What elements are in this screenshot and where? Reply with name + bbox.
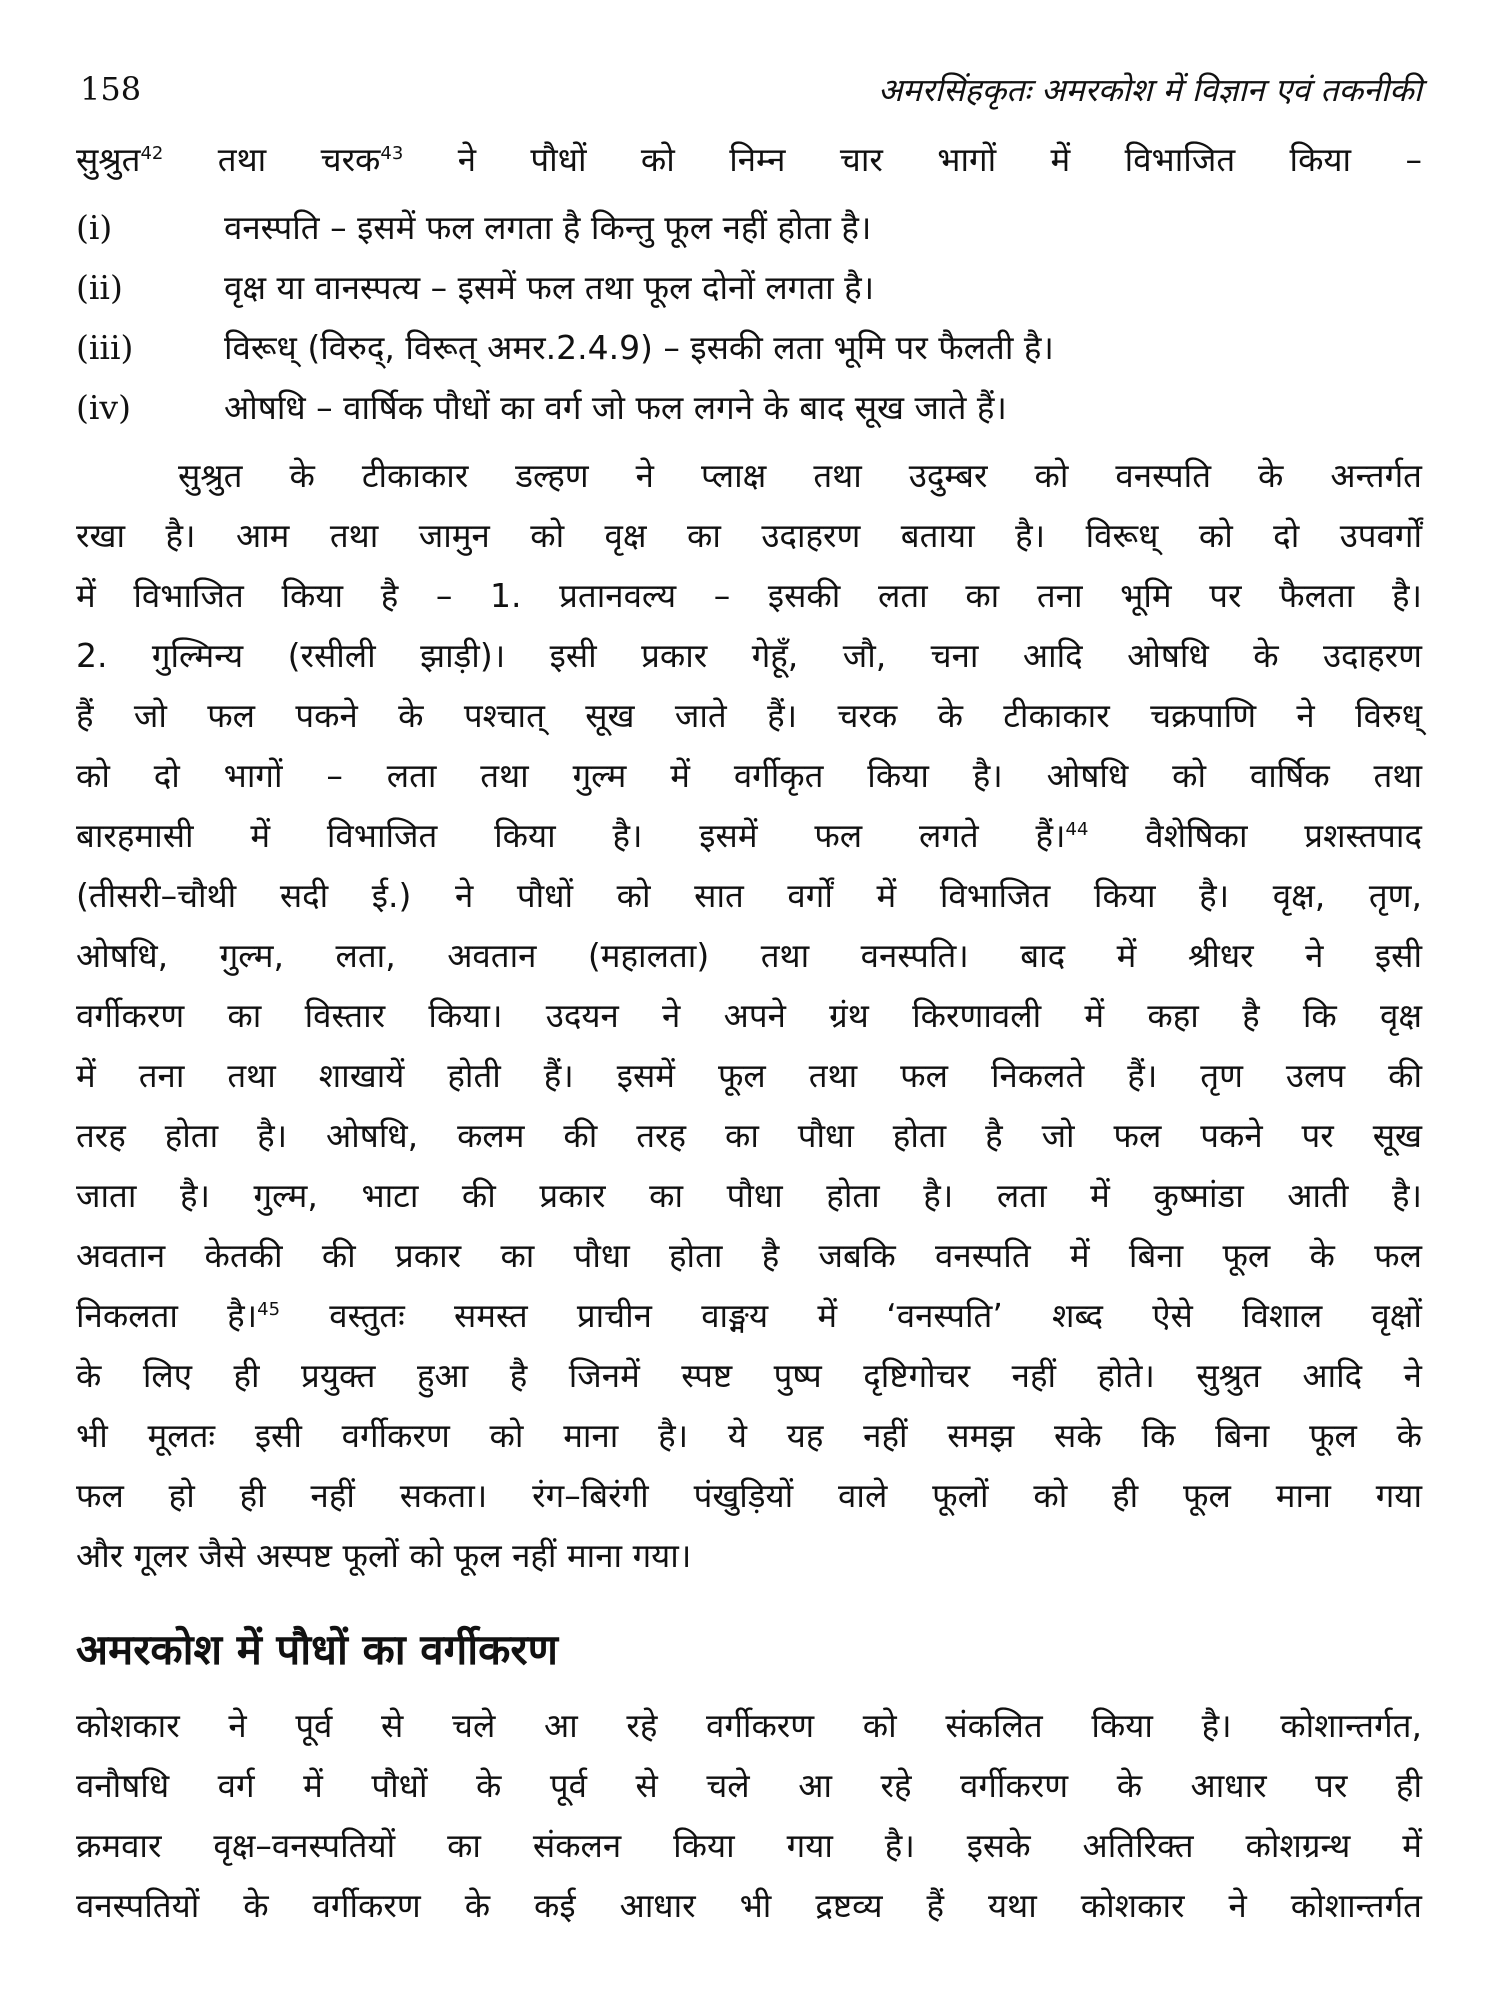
- paragraph-line: को दो भागों – लता तथा गुल्म में वर्गीकृत किया है। ओषधि को वार्षिक तथा: [76, 756, 1422, 795]
- running-head: [76, 60, 1422, 120]
- list-item-text: ओषधि – वार्षिक पौधों का वर्ग जो फल लगने के बाद सूख जाते हैं।: [224, 388, 1007, 427]
- list-marker: (iii): [76, 328, 134, 367]
- paragraph-line: सुश्रुत के टीकाकार डल्हण ने प्लाक्ष तथा उदुम्बर को वनस्पति के अन्तर्गत: [178, 456, 1422, 495]
- intro-sentence: [76, 130, 1422, 190]
- list-item-text: विरूध् (विरुद्, विरूत् अमर.2.4.9) – इसकी लता भूमि पर फैलती है।: [224, 328, 1054, 367]
- paragraph-text: वस्तुतः समस्त प्राचीन वाङ्मय में ‘वनस्पति’ शब्द ऐसे विशाल वृक्षों: [280, 1296, 1422, 1335]
- paragraph-line: वनौषधि वर्ग में पौधों के पूर्व से चले आ रहे वर्गीकरण के आधार पर ही: [76, 1766, 1422, 1805]
- book-page: [76, 60, 1422, 1936]
- footnote-ref-42: 42: [140, 143, 164, 164]
- plant-classification-list: [76, 198, 1422, 438]
- paragraph-text: वैशेषिका प्रशस्तपाद: [1088, 816, 1422, 855]
- paragraph-line: ओषधि, गुल्म, लता, अवतान (महालता) तथा वनस्पति। बाद में श्रीधर ने इसी: [76, 936, 1422, 975]
- intro-text: तथा चरक: [163, 140, 381, 179]
- paragraph-last-line: और गूलर जैसे अस्पष्ट फूलों को फूल नहीं माना गया।: [76, 1536, 692, 1575]
- paragraph-line: तरह होता है। ओषधि, कलम की तरह का पौधा होता है जो फल पकने पर सूख: [76, 1116, 1422, 1155]
- paragraph-line: फल हो ही नहीं सकता। रंग–बिरंगी पंखुड़ियों वाले फूलों को ही फूल माना गया: [76, 1476, 1422, 1515]
- list-item: [76, 258, 1422, 318]
- section-paragraph: [76, 1696, 1422, 1936]
- paragraph-line: रखा है। आम तथा जामुन को वृक्ष का उदाहरण बताया है। विरूध् को दो उपवर्गों: [76, 516, 1422, 555]
- list-item-text: वनस्पति – इसमें फल लगता है किन्तु फूल नहीं होता है।: [224, 208, 872, 247]
- paragraph-line: भी मूलतः इसी वर्गीकरण को माना है। ये यह नहीं समझ सके कि बिना फूल के: [76, 1416, 1422, 1455]
- list-item: [76, 198, 1422, 258]
- paragraph-line: क्रमवार वृक्ष–वनस्पतियों का संकलन किया गया है। इसके अतिरिक्त कोशग्रन्थ में: [76, 1826, 1422, 1865]
- footnote-ref-44: 44: [1065, 819, 1089, 840]
- paragraph-line: कोशकार ने पूर्व से चले आ रहे वर्गीकरण को संकलित किया है। कोशान्तर्गत,: [76, 1706, 1422, 1745]
- paragraph-line: में विभाजित किया है – 1. प्रतानवल्य – इसकी लता का तना भूमि पर फैलता है।: [76, 576, 1422, 615]
- list-item: [76, 318, 1422, 378]
- footnote-ref-45: 45: [257, 1299, 281, 1320]
- paragraph-line: में तना तथा शाखायें होती हैं। इसमें फूल तथा फल निकलते हैं। तृण उलप की: [76, 1056, 1422, 1095]
- body-paragraph: [76, 446, 1422, 1586]
- intro-text: ने पौधों को निम्न चार भागों में विभाजित किया –: [403, 140, 1422, 179]
- paragraph-line: [76, 806, 1422, 866]
- book-title: अमरसिंहकृतः अमरकोश में विज्ञान एवं तकनीकी: [877, 71, 1422, 109]
- list-marker: (iv): [76, 388, 131, 427]
- list-item-text: वृक्ष या वानस्पत्य – इसमें फल तथा फूल दोनों लगता है।: [224, 268, 875, 307]
- paragraph-line: वर्गीकरण का विस्तार किया। उदयन ने अपने ग्रंथ किरणावली में कहा है कि वृक्ष: [76, 996, 1422, 1035]
- paragraph-line: 2. गुल्मिन्य (रसीली झाड़ी)। इसी प्रकार गेहूँ, जौ, चना आदि ओषधि के उदाहरण: [76, 636, 1422, 675]
- paragraph-line: वनस्पतियों के वर्गीकरण के कई आधार भी द्रष्टव्य हैं यथा कोशकार ने कोशान्तर्गत: [76, 1886, 1422, 1925]
- list-marker: (ii): [76, 268, 123, 307]
- paragraph-text: निकलता है।: [76, 1296, 258, 1335]
- paragraph-line: के लिए ही प्रयुक्त हुआ है जिनमें स्पष्ट पुष्प दृष्टिगोचर नहीं होते। सुश्रुत आदि ने: [76, 1356, 1422, 1395]
- page-number: 158: [80, 70, 142, 108]
- list-marker: (i): [76, 208, 113, 247]
- paragraph-line: अवतान केतकी की प्रकार का पौधा होता है जबकि वनस्पति में बिना फूल के फल: [76, 1236, 1422, 1275]
- section-heading: अमरकोश में पौधों का वर्गीकरण: [76, 1625, 558, 1674]
- intro-text: सुश्रुत: [76, 140, 141, 179]
- paragraph-line: हैं जो फल पकने के पश्चात् सूख जाते हैं। चरक के टीकाकार चक्रपाणि ने विरुध्: [76, 696, 1422, 735]
- paragraph-line: जाता है। गुल्म, भाटा की प्रकार का पौधा होता है। लता में कुष्मांडा आती है।: [76, 1176, 1422, 1215]
- list-item: [76, 378, 1422, 438]
- paragraph-text: बारहमासी में विभाजित किया है। इसमें फल लगते हैं।: [76, 816, 1066, 855]
- paragraph-line: (तीसरी–चौथी सदी ई.) ने पौधों को सात वर्गों में विभाजित किया है। वृक्ष, तृण,: [76, 876, 1422, 915]
- footnote-ref-43: 43: [380, 143, 404, 164]
- paragraph-line: [76, 1286, 1422, 1346]
